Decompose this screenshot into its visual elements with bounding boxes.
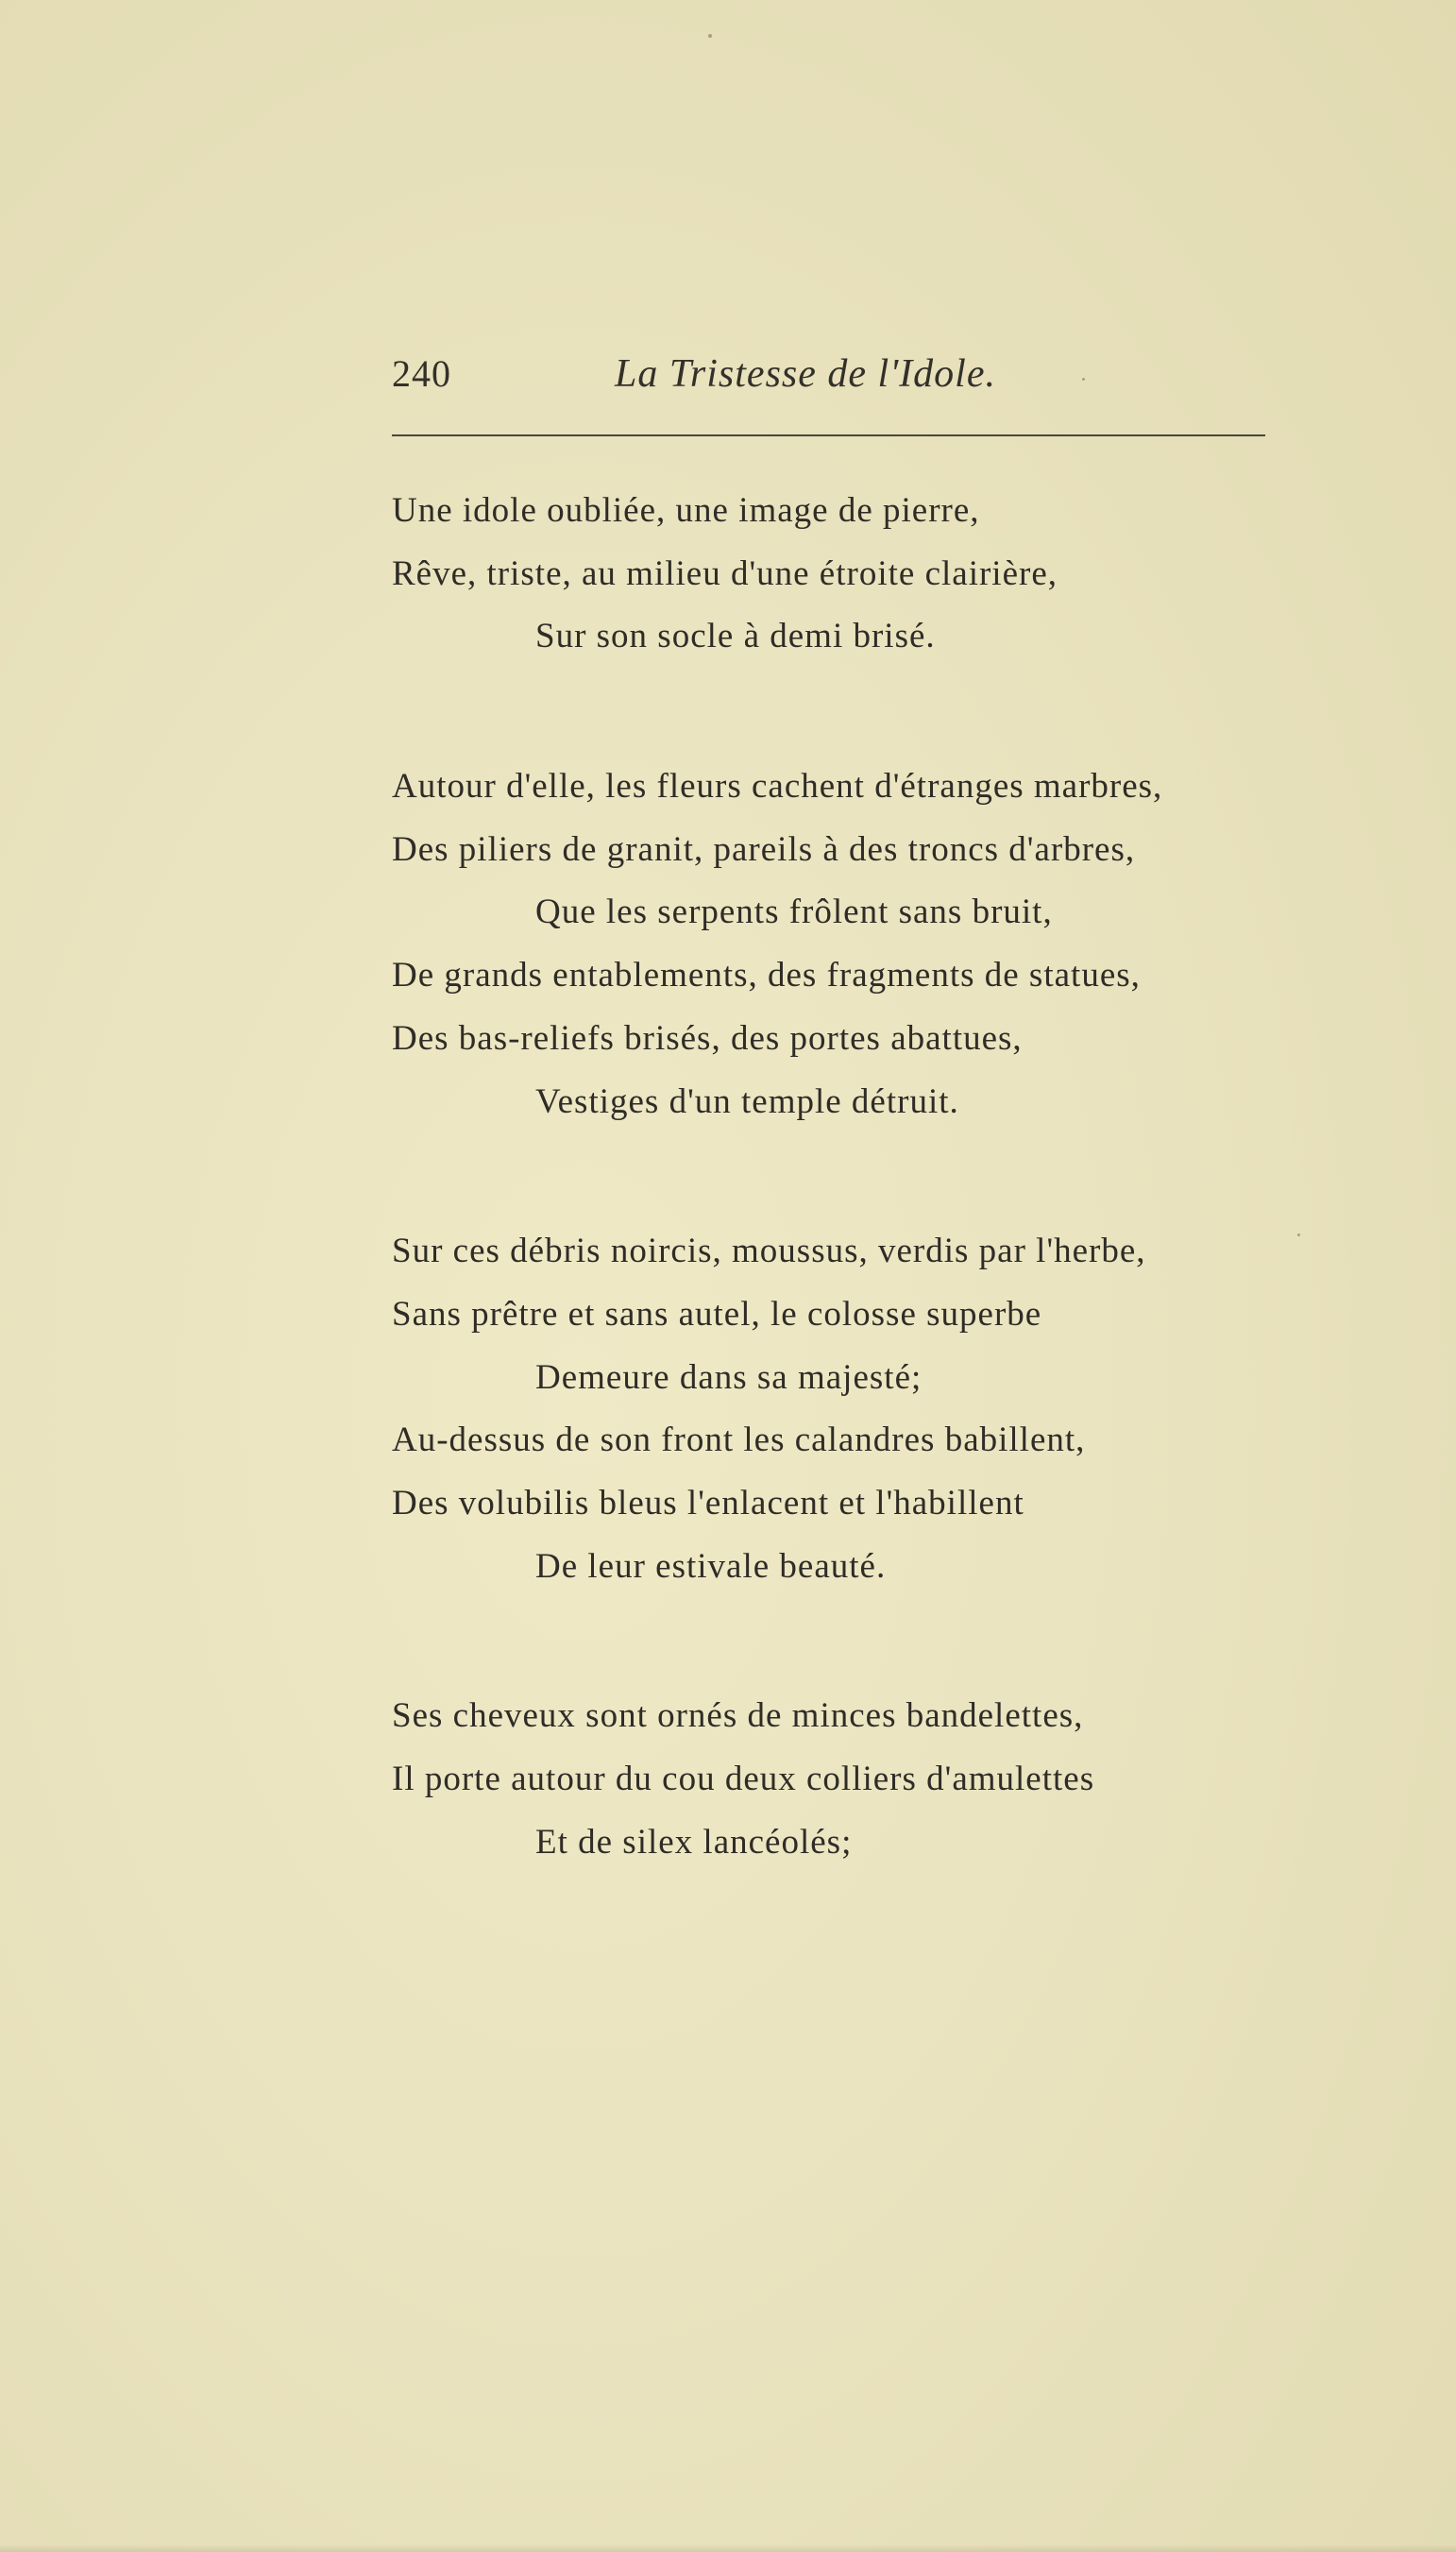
poem-line: Une idole oubliée, une image de pierre, <box>392 491 980 530</box>
poem <box>392 485 1336 1966</box>
poem-line: Des piliers de granit, pareils à des troncs d'arbres, <box>392 829 1136 869</box>
poem-line: Sans prêtre et sans autel, le colosse superbe <box>392 1294 1042 1334</box>
stanza <box>392 761 1336 1139</box>
poem-line: Demeure dans sa majesté; <box>535 1357 923 1397</box>
page-number: 240 <box>392 352 451 395</box>
poem-line: Autour d'elle, les fleurs cachent d'étranges marbres, <box>392 767 1163 807</box>
poem-line: Que les serpents frôlent sans bruit, <box>535 893 1053 932</box>
poem-line: Au-dessus de son front les calandres babillent, <box>392 1421 1086 1460</box>
ink-speck <box>708 34 712 38</box>
poem-line: Vestiges d'un temple détruit. <box>535 1081 959 1121</box>
poem-line: Il porte autour du cou deux colliers d'amulettes <box>392 1760 1095 1798</box>
poem-line: Sur son socle à demi brisé. <box>535 617 936 656</box>
stanza <box>392 1691 1336 1880</box>
poem-line: De grands entablements, des fragments de statues, <box>392 956 1141 995</box>
running-title: La Tristesse de l'Idole. <box>615 352 996 396</box>
poem-line: Des volubilis bleus l'enlacent et l'habillent <box>392 1483 1024 1523</box>
stanza <box>392 485 1336 674</box>
poem-line: De leur estivale beauté. <box>535 1546 887 1586</box>
poem-line: Ses cheveux sont ornés de minces bandelettes, <box>392 1696 1084 1736</box>
page-header <box>392 351 1265 408</box>
poem-line: Des bas-reliefs brisés, des portes abattues, <box>392 1018 1023 1058</box>
stanza <box>392 1226 1336 1604</box>
page-edge <box>0 2544 1456 2552</box>
poem-line: Et de silex lancéolés; <box>535 1822 853 1862</box>
poem-line: Rêve, triste, au milieu d'une étroite clairière, <box>392 553 1058 593</box>
poem-line: Sur ces débris noircis, moussus, verdis par l'herbe, <box>392 1232 1146 1271</box>
header-rule <box>392 434 1265 436</box>
